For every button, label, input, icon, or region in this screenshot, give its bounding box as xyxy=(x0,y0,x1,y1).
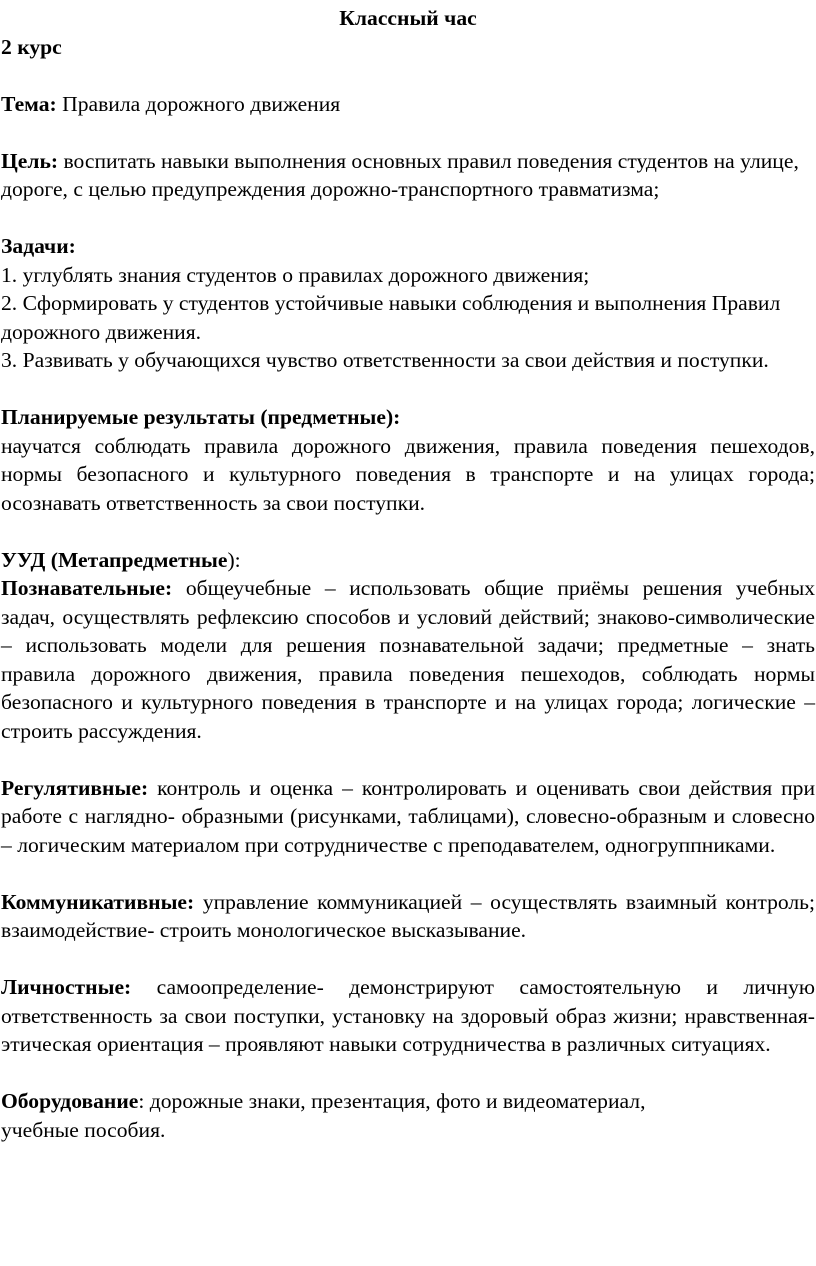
spacer xyxy=(1,118,815,147)
equipment-label: Оборудование xyxy=(1,1089,139,1113)
tasks-list xyxy=(1,261,813,375)
spacer xyxy=(1,517,815,546)
communicative-text: управление коммуникацией – осуществлять взаимный контроль; взаимодействие- строить монологическое высказывание. xyxy=(1,889,815,942)
spacer xyxy=(1,61,815,90)
spacer xyxy=(1,859,815,888)
spacer xyxy=(1,945,815,974)
personal-paragraph xyxy=(1,973,815,1059)
regulatory-paragraph xyxy=(1,774,815,860)
results-paragraph: научатся соблюдать правила дорожного движения, правила поведения пешеходов, нормы безопасного и культурного поведения в транспорте и на улицах города; осознавать ответственность за свои поступки. xyxy=(1,433,815,515)
tasks-label: Задачи: xyxy=(1,234,76,258)
personal-text: самоопределение- демонстрируют самостоятельную и личную ответственность за свои поступки, установку на здоровый образ жизни; нравственная- этическая ориентация – проявляют навыки сотрудничества в различных ситуациях. xyxy=(1,975,815,1056)
equipment-text-line2: учебные пособия. xyxy=(1,1117,166,1142)
uud-suffix: ): xyxy=(227,547,241,572)
goal-label: Цель: xyxy=(1,148,59,173)
course-label xyxy=(1,33,815,62)
cognitive-label: Познавательные: xyxy=(1,576,173,600)
course-text: 2 курс xyxy=(1,34,62,59)
results-heading xyxy=(1,403,815,432)
results-label: Планируемые результаты (предметные): xyxy=(1,405,401,429)
goal-paragraph xyxy=(1,147,809,204)
task-item: 3. Развивать у обучающихся чувство ответственности за свои действия и поступки. xyxy=(1,348,769,372)
spacer xyxy=(1,375,815,404)
spacer xyxy=(1,745,815,774)
cognitive-paragraph xyxy=(1,574,815,745)
document-page xyxy=(1,4,815,1144)
equipment-paragraph xyxy=(1,1087,815,1116)
personal-label: Личностные: xyxy=(1,975,132,999)
task-item: 1. углублять знания студентов о правилах дорожного движения; xyxy=(1,262,590,287)
communicative-paragraph xyxy=(1,888,815,945)
document-title: Классный час xyxy=(339,6,477,30)
spacer xyxy=(1,204,815,233)
uud-label: УУД (Метапредметные xyxy=(1,547,228,572)
goal-text: воспитать навыки выполнения основных правил поведения студентов на улице, дороге, с целью предупреждения дорожно-транспортного травматизма; xyxy=(1,148,799,201)
regulatory-text: контроль и оценка – контролировать и оценивать свои действия при работе с наглядно- образными (рисунками, таблицами), словесно-образным и словесно – логическим материалом при сотрудничестве с преподавателем, одногруппниками. xyxy=(1,775,815,857)
uud-heading xyxy=(1,546,815,575)
topic-paragraph xyxy=(1,90,815,119)
spacer xyxy=(1,1059,815,1088)
cognitive-text: общеучебные – использовать общие приёмы решения учебных задач, осуществлять рефлексию способов и условий действий; знаково-символические – использовать модели для решения познавательной задачи; предметные – знать правила дорожного движения, правила поведения пешеходов, соблюдать нормы безопасного и культурного поведения в транспорте и на улицах города; логические – строить рассуждения. xyxy=(1,576,815,743)
topic-text: Правила дорожного движения xyxy=(56,91,341,116)
regulatory-label: Регулятивные: xyxy=(1,775,149,800)
task-item: 2. Сформировать у студентов устойчивые навыки соблюдения и выполнения Правил дорожного движения. xyxy=(1,291,781,344)
topic-label: Тема: xyxy=(1,91,57,116)
equipment-text-line1: : дорожные знаки, презентация, фото и видеоматериал, xyxy=(138,1089,646,1113)
communicative-label: Коммуникативные: xyxy=(1,889,195,914)
tasks-heading xyxy=(1,232,815,261)
